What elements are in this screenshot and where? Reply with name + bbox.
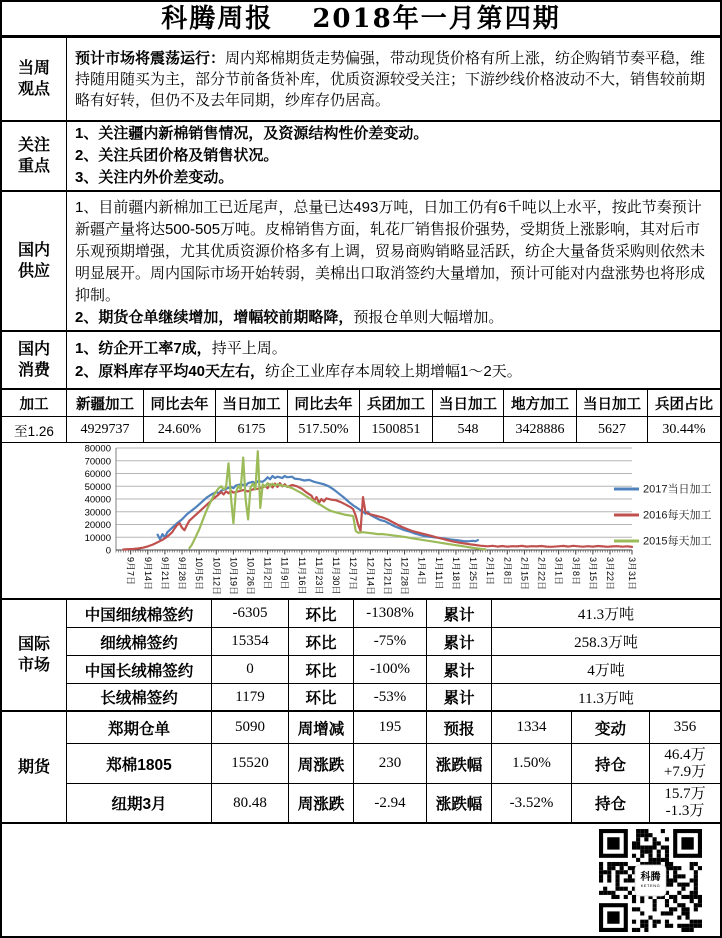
- futures-open-interest: 46.4万 +7.9万: [663, 746, 707, 780]
- col-header: 同比去年: [288, 390, 360, 416]
- row-label-focus: 关注重点: [2, 122, 67, 190]
- processing-table-header: [2, 390, 720, 417]
- futures-key: 周涨跌: [289, 744, 354, 783]
- col-header: 当日加工: [216, 390, 288, 416]
- row-label-viewpoint: 当周观点: [2, 38, 67, 120]
- svg-text:12月7日: 12月7日: [348, 557, 359, 591]
- svg-text:11月9日: 11月9日: [279, 557, 290, 590]
- intl-pct: -100%: [354, 656, 427, 683]
- svg-text:3月1日: 3月1日: [553, 557, 564, 586]
- intl-key: 环比: [289, 656, 354, 683]
- futures-row: [67, 784, 720, 824]
- consumption-content: [67, 332, 720, 388]
- svg-text:2月1日: 2月1日: [485, 557, 496, 586]
- section-international-market: [2, 600, 720, 712]
- svg-text:1月4日: 1月4日: [416, 557, 427, 586]
- focus-item: 1、关注疆内新棉销售情况，及资源结构性价差变动。: [75, 125, 429, 142]
- intl-cumulative: 41.3万吨: [577, 607, 635, 623]
- svg-text:12月14日: 12月14日: [365, 557, 376, 596]
- svg-text:60000: 60000: [84, 469, 111, 480]
- consumption-item-2: 2、原料库存平均40天左右，纺企工业库存本周较上期增幅1～2天。: [75, 363, 522, 380]
- table-cell: 548: [433, 417, 504, 442]
- svg-text:10月26日: 10月26日: [245, 557, 256, 596]
- futures-key: 周涨跌: [289, 784, 354, 822]
- futures-value: 15520: [212, 744, 289, 783]
- title-bar: [2, 2, 720, 38]
- intl-key: 累计: [427, 600, 492, 627]
- svg-text:2016每天加工: 2016每天加工: [643, 509, 712, 522]
- col-header: 兵团占比: [655, 396, 713, 413]
- processing-table-data: [2, 417, 720, 443]
- col-header: 新疆加工: [67, 390, 144, 416]
- page-title: 科腾周报 2018年一月第四期: [161, 3, 561, 34]
- svg-text:50000: 50000: [84, 481, 111, 493]
- intl-row: [67, 656, 720, 684]
- viewpoint-text: 周内郑棉期货走势偏强，带动现货价格有所上涨，纺企购销节奏平稳，维持随用随买为主，部分节前备货补库，优质资源较受关注；下游纱线价格波动不大，销售较前期略有好转，但仍不及去年同期，纱库存仍居高。: [75, 49, 706, 109]
- svg-text:1月25日: 1月25日: [468, 557, 479, 591]
- focus-item: 2、关注兵团价格及销售状况。: [75, 147, 279, 164]
- intl-name: 细绒棉签约: [67, 628, 212, 655]
- svg-text:10000: 10000: [84, 532, 111, 544]
- svg-text:40000: 40000: [84, 494, 111, 506]
- intl-pct: -75%: [354, 628, 427, 655]
- futures-key: 涨跌幅: [427, 784, 492, 822]
- intl-row: [67, 628, 720, 656]
- futures-forecast: 1334: [492, 712, 572, 743]
- viewpoint-content: [67, 38, 720, 120]
- svg-text:70000: 70000: [84, 456, 111, 468]
- svg-text:80000: 80000: [84, 443, 111, 455]
- svg-text:11月23日: 11月23日: [313, 557, 324, 595]
- footer-row: [2, 824, 720, 936]
- futures-name: 郑棉1805: [67, 744, 212, 783]
- svg-text:3月15日: 3月15日: [587, 557, 598, 591]
- table-cell: 3428886: [504, 417, 577, 442]
- intl-key: 累计: [427, 628, 492, 655]
- section-weekly-viewpoint: [2, 38, 720, 122]
- section-domestic-consumption: [2, 332, 720, 390]
- col-header: 地方加工: [504, 390, 577, 416]
- col-header: 当日加工: [577, 390, 648, 416]
- col-header: 同比去年: [144, 390, 216, 416]
- futures-key: 变动: [572, 712, 650, 743]
- supply-item-2: 2、期货仓单继续增加，增幅较前期略降，预报仓单则大幅增加。: [75, 309, 504, 326]
- intl-value: 0: [212, 656, 289, 683]
- svg-text:9月14日: 9月14日: [142, 557, 153, 591]
- svg-text:1月11日: 1月11日: [433, 557, 444, 590]
- svg-text:2月15日: 2月15日: [519, 557, 530, 591]
- svg-text:12月21日: 12月21日: [382, 557, 393, 596]
- svg-text:9月28日: 9月28日: [177, 557, 188, 591]
- svg-text:2月8日: 2月8日: [502, 557, 513, 586]
- processing-chart-row: [2, 443, 720, 600]
- table-cell: 4929737: [67, 417, 144, 442]
- row-label-supply: 国内供应: [2, 192, 67, 330]
- viewpoint-lead: 预计市场将震荡运行：: [75, 49, 226, 67]
- intl-name: 中国细绒棉签约: [67, 600, 212, 627]
- futures-pct: -3.52%: [492, 784, 572, 822]
- futures-key: 涨跌幅: [427, 744, 492, 783]
- section-futures: [2, 712, 720, 824]
- focus-content: [67, 122, 720, 190]
- col-header: 兵团加工: [360, 390, 433, 416]
- intl-key: 环比: [289, 684, 354, 710]
- svg-text:30000: 30000: [84, 507, 111, 519]
- futures-row: [67, 744, 720, 784]
- consumption-item-1: 1、纺企开工率7成，持平上周。: [75, 340, 287, 357]
- supply-item-1: 1、目前疆内新棉加工已近尾声，总量已达493万吨，日加工仍有6千吨以上水平，按此节奏预计新疆产量将达500-505万吨。皮棉销售方面，轧花厂销售报价强势，受期货上涨影响，其对后市乐观预期增强，尤其优质资源价格多有上调，贸易商购销略显活跃，纺企大量备货采购则依然未明显展开。周内国际市场开始转弱，美棉出口取消签约大量增加，预计可能对内盘涨势也将形成抑制。: [75, 199, 706, 304]
- table-cell: 24.60%: [144, 417, 216, 442]
- row-label-futures: 期货: [2, 712, 67, 824]
- futures-name: 郑期仓单: [67, 712, 212, 743]
- intl-pct: -1308%: [354, 600, 427, 627]
- futures-open-interest: 15.7万 -1.3万: [664, 786, 706, 819]
- svg-text:科腾: 科腾: [640, 872, 661, 883]
- svg-text:3月31日: 3月31日: [627, 557, 637, 591]
- futures-row: [67, 712, 720, 744]
- qr-code: [599, 829, 702, 932]
- svg-text:2015每天加工: 2015每天加工: [643, 535, 712, 548]
- svg-text:11月2日: 11月2日: [262, 557, 273, 590]
- svg-text:KETENG: KETENG: [640, 883, 661, 888]
- processing-date-label: 至1.26: [2, 417, 67, 442]
- svg-text:12月28日: 12月28日: [399, 557, 410, 596]
- intl-value: -6305: [212, 600, 289, 627]
- svg-text:10月12日: 10月12日: [211, 557, 222, 596]
- intl-name: 长绒棉签约: [67, 684, 212, 710]
- svg-text:1月18日: 1月18日: [450, 557, 461, 591]
- table-cell: 30.44%: [662, 421, 706, 437]
- table-cell: 5627: [577, 417, 648, 442]
- focus-item: 3、关注内外价差变动。: [75, 169, 234, 186]
- futures-value: 80.48: [212, 784, 289, 822]
- svg-text:9月21日: 9月21日: [159, 557, 170, 591]
- svg-text:0: 0: [105, 545, 111, 557]
- futures-name: 纽期3月: [67, 784, 212, 822]
- futures-change: 195: [354, 712, 427, 743]
- section-focus-points: [2, 122, 720, 192]
- intl-cumulative: 11.3万吨: [578, 690, 634, 707]
- svg-text:9月7日: 9月7日: [125, 557, 136, 586]
- section-domestic-supply: [2, 192, 720, 332]
- svg-text:11月16日: 11月16日: [296, 557, 307, 595]
- intl-row: [67, 684, 720, 712]
- svg-text:20000: 20000: [84, 520, 111, 531]
- intl-cumulative: 4万吨: [587, 663, 625, 679]
- intl-pct: -53%: [354, 684, 427, 710]
- futures-pct: 1.50%: [492, 744, 572, 783]
- intl-name: 中国长绒棉签约: [67, 656, 212, 683]
- row-label-international: 国际市场: [2, 600, 67, 712]
- table-cell: 6175: [216, 417, 288, 442]
- row-label-processing: 加工: [2, 390, 67, 416]
- futures-key: 持仓: [572, 784, 650, 822]
- svg-text:2017当日加工: 2017当日加工: [643, 483, 712, 496]
- svg-text:10月19日: 10月19日: [228, 557, 239, 596]
- futures-value: 5090: [212, 712, 289, 743]
- futures-change: 230: [354, 744, 427, 783]
- svg-text:10月5日: 10月5日: [194, 557, 205, 591]
- col-header: 当日加工: [433, 390, 504, 416]
- futures-key: 持仓: [572, 744, 650, 783]
- row-label-consumption: 国内消费: [2, 332, 67, 388]
- svg-text:2月22日: 2月22日: [536, 557, 547, 591]
- futures-key: 预报: [427, 712, 492, 743]
- futures-delta: 356: [673, 719, 697, 735]
- intl-row: [67, 600, 720, 628]
- intl-key: 环比: [289, 600, 354, 627]
- processing-volume-chart: [2, 443, 720, 598]
- futures-change: -2.94: [354, 784, 427, 822]
- table-cell: 517.50%: [288, 417, 360, 442]
- intl-key: 环比: [289, 628, 354, 655]
- table-cell: 1500851: [360, 417, 433, 442]
- intl-cumulative: 258.3万吨: [574, 635, 638, 651]
- supply-content: [67, 192, 720, 330]
- futures-key: 周增减: [289, 712, 354, 743]
- intl-value: 15354: [212, 628, 289, 655]
- intl-key: 累计: [427, 684, 492, 710]
- svg-text:11月30日: 11月30日: [331, 557, 342, 595]
- svg-text:3月22日: 3月22日: [604, 557, 615, 591]
- svg-text:3月8日: 3月8日: [570, 557, 581, 586]
- intl-value: 1179: [212, 684, 289, 710]
- wechat-qr-icon: [599, 829, 702, 932]
- intl-key: 累计: [427, 656, 492, 683]
